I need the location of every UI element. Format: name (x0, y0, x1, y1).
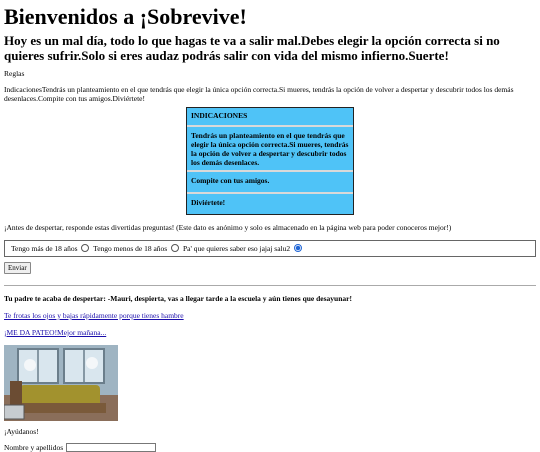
reglas-label: Reglas (4, 69, 25, 78)
ayudanos-label: ¡Ayúdanos! (4, 427, 39, 436)
indicaciones-text: IndicacionesTendrás un planteamiento en el que tendrás que elegir la única opción correcta.Si mueres, tendrás la opción de volver a despertar y descubrir todos los demás desenlaces.Compite con tus amigos.Diviértete! (4, 85, 514, 103)
bedroom-illustration (4, 345, 118, 421)
page-subtitle: Hoy es un mal día, todo lo que hagas te va a salir mal.Debes elegir la opción correcta si no quieres sufrir.Solo si eres audaz podrás salir con vida del mismo infierno.Suerte! (4, 33, 500, 63)
age-option-1-label: Tengo más de 18 años (11, 244, 78, 253)
link-stay-in-bed[interactable]: ¡ME DA PATEO!Mejor mañana... (4, 328, 107, 337)
enviar-button[interactable]: Enviar (4, 262, 31, 274)
age-fieldset (4, 240, 536, 257)
story-text: Tu padre te acaba de despertar: -Mauri, despierta, vas a llegar tarde a la escuela y aún tienes que desayunar! (4, 294, 352, 303)
age-option-3-label: Pa' que quieres saber eso jajaj salu2 (182, 244, 291, 253)
age-option-2-radio[interactable] (171, 244, 179, 252)
divider (4, 285, 536, 286)
antes-text: ¡Antes de despertar, responde estas divertidas preguntas! (Este dato es anónimo y solo es almacenado en la página web para poder conoceros mejor!) (4, 223, 452, 232)
indicaciones-row-1: Tendrás un planteamiento en el que tendrás que elegir la única opción correcta.Si mueres, tendrás la opción de volver a despertar y descubrir todos los demás desenlaces. (187, 127, 353, 172)
name-row (4, 443, 536, 452)
indicaciones-row-3: Diviértete! (191, 198, 226, 207)
age-option-3-radio[interactable] (294, 244, 302, 252)
link-eat-breakfast[interactable]: Te frotas los ojos y bajas rápidamente porque tienes hambre (4, 311, 184, 320)
page-title: Bienvenidos a ¡Sobrevive! (4, 4, 247, 29)
indicaciones-row-2: Compite con tus amigos. (187, 172, 353, 194)
age-option-1-radio[interactable] (81, 244, 89, 252)
nombre-input[interactable] (66, 443, 156, 452)
nombre-label: Nombre y apellidos (4, 443, 64, 452)
indicaciones-box (186, 107, 354, 215)
indicaciones-heading: INDICACIONES (187, 108, 353, 127)
age-option-2-label: Tengo menos de 18 años (93, 244, 168, 253)
